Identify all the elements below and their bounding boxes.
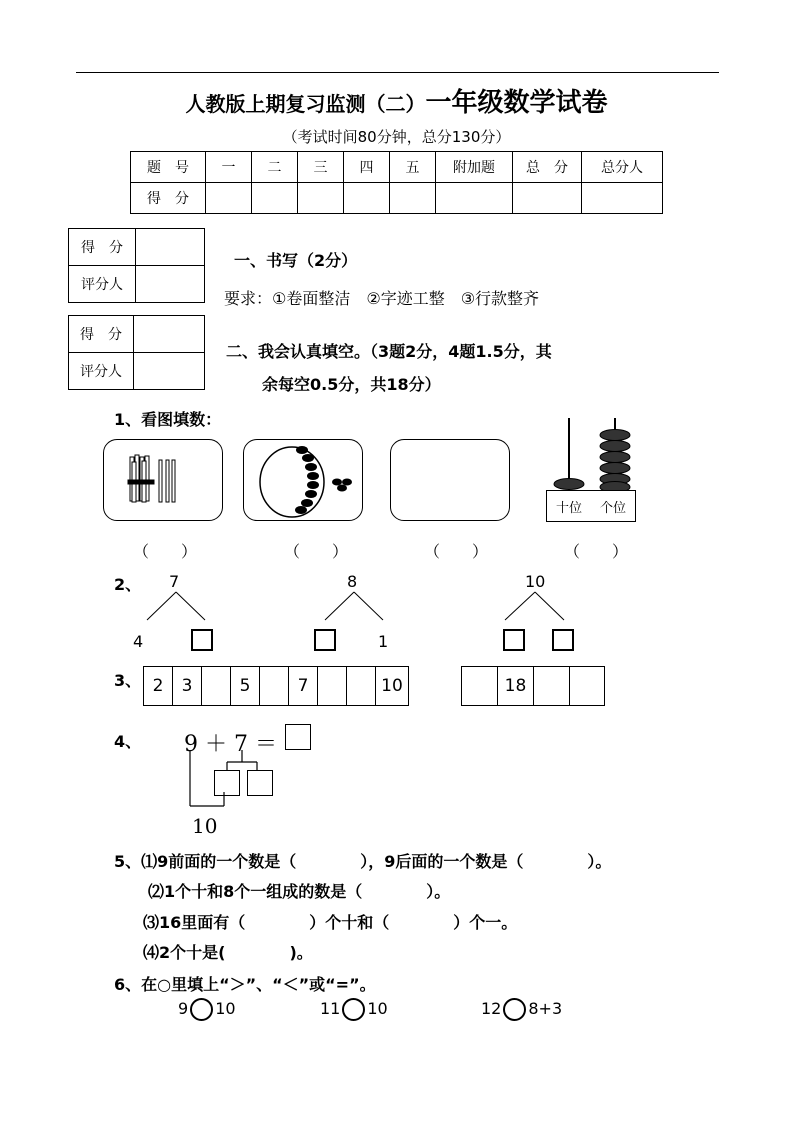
score-input-cell[interactable] [206,183,252,214]
q3-label: 3、 [114,671,142,690]
table-cell: 题 号 [131,152,206,183]
picture-box-empty [390,439,510,521]
score-input-cell[interactable] [298,183,344,214]
abacus [540,418,640,524]
answer-square[interactable] [191,629,213,651]
bond-top-number: 10 [525,572,546,591]
bond-top-number: 7 [169,572,180,591]
compare-right: 10 [367,999,388,1018]
compare-item [481,998,562,1021]
section1-heading: 一、书写（2分） [234,251,358,270]
tens-label: 十位 [555,500,582,516]
sequence-blank-cell[interactable] [462,667,498,705]
score-table [130,151,663,214]
section2-heading-line2: 余每空0.5分，共18分） [262,375,441,394]
score-input-cell[interactable] [344,183,390,214]
compare-circle[interactable] [503,998,526,1021]
compare-left: 9 [178,999,189,1018]
answer-square[interactable] [314,629,336,651]
addend-a: 9 [184,732,198,757]
grade-box-1 [68,228,205,303]
split-answer-box[interactable] [247,770,273,796]
answer-blank[interactable]: （ ） [564,542,629,561]
title-part2: 一年级数学试卷 [425,88,608,118]
grader-input-cell[interactable] [134,353,205,390]
compare-circle[interactable] [190,998,213,1021]
score-input-cell[interactable] [134,316,205,353]
score-label: 得 分 [69,229,136,266]
plus-sign: ＋ [205,732,228,757]
score-table-header-row [131,152,663,183]
grader-input-cell[interactable] [136,266,205,303]
number-bond-lines [0,590,793,625]
answer-square[interactable] [503,629,525,651]
bond-right-number: 1 [378,632,389,651]
bundled-sticks-icon [104,440,222,520]
sequence-cell: 10 [381,676,403,696]
compare-circle[interactable] [342,998,365,1021]
sequence-blank-cell[interactable] [570,667,604,705]
sequence-blank-cell[interactable] [534,667,570,705]
sequence-cell: 2 [144,667,173,705]
sequence-blank-cell[interactable] [347,667,376,705]
score-input-cell[interactable] [390,183,436,214]
q5-line3: ⑶16里面有（ ）个十和（ ）个一。 [143,913,518,932]
equals-sign: ＝ [255,732,278,757]
table-cell: 总 分 [513,152,582,183]
sequence-cell: 7 [289,667,318,705]
answer-square[interactable] [552,629,574,651]
sequence-cell: 5 [231,667,260,705]
grader-label: 评分人 [69,353,134,390]
compare-left: 12 [481,999,502,1018]
compare-right: 10 [215,999,236,1018]
q5-line2: ⑵1个十和8个一组成的数是（ ）。 [148,882,451,901]
table-cell: 二 [252,152,298,183]
section2-heading-line1: 二、我会认真填空。（3题2分，4题1.5分，其 [226,342,552,361]
section1-requirement: 要求：①卷面整洁 ②字迹工整 ③行款整齐 [224,289,540,308]
score-table-score-row [131,183,663,214]
table-cell: 附加题 [436,152,513,183]
picture-box-sticks [103,439,223,521]
bead-ring-icon [244,440,362,520]
abacus-place-labels [546,490,636,522]
sequence-cell: 3 [173,667,202,705]
score-input-cell[interactable] [436,183,513,214]
top-rule [76,72,719,73]
addend-b: 7 [234,732,249,757]
number-sequence-2 [461,666,605,706]
table-cell: 一 [206,152,252,183]
split-answer-box[interactable] [214,770,240,796]
sequence-blank-cell[interactable] [318,667,347,705]
q2-label: 2、 [114,575,142,594]
sequence-cell: 18 [498,667,534,705]
score-input-cell[interactable] [513,183,582,214]
grader-label: 评分人 [69,266,136,303]
compare-right: 8+3 [528,999,563,1018]
sequence-blank-cell[interactable] [202,667,231,705]
table-cell: 五 [390,152,436,183]
compare-left: 11 [320,999,341,1018]
table-cell: 得 分 [131,183,206,214]
q1-label: 1、看图填数： [114,410,222,429]
grade-box-2 [68,315,205,390]
sum-answer-box[interactable] [285,724,311,750]
q5-line1: 5、⑴9前面的一个数是（ ），9后面的一个数是（ ）。 [114,852,612,871]
score-input-cell[interactable] [582,183,663,214]
sequence-blank-cell[interactable] [260,667,289,705]
q6-label: 6、在○里填上“＞”、“＜”或“=”。 [114,975,376,994]
ones-label: 个位 [599,500,626,516]
ten-label: 10 [192,814,218,838]
bond-top-number: 8 [347,572,358,591]
answer-blank[interactable]: （ ） [424,542,489,561]
table-cell: 三 [298,152,344,183]
score-input-cell[interactable] [136,229,205,266]
q5-line4: ⑷2个十是( )。 [143,943,313,962]
answer-blank[interactable]: （ ） [284,542,349,561]
score-input-cell[interactable] [252,183,298,214]
title-part1: 人教版上期复习监测（二） [185,92,426,116]
q4-label: 4、 [114,732,142,751]
table-cell: 总分人 [582,152,663,183]
number-sequence-1 [143,666,409,706]
table-cell: 四 [344,152,390,183]
exam-info: （考试时间80分钟，总分130分） [282,128,511,146]
score-label: 得 分 [69,316,134,353]
bond-left-number: 4 [133,632,144,651]
compare-item [320,998,388,1021]
compare-item [178,998,236,1021]
page-title [0,82,793,119]
picture-box-beads [243,439,363,521]
answer-blank[interactable]: （ ） [133,542,198,561]
